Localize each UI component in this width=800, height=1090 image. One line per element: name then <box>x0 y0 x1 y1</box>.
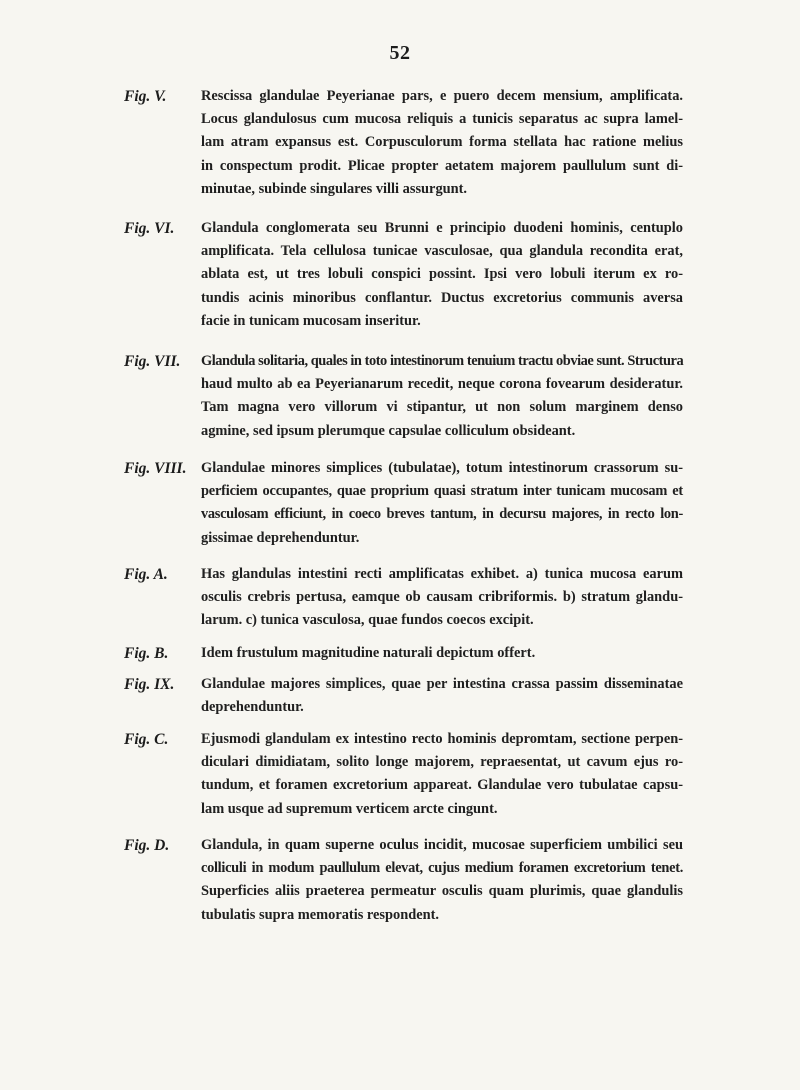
text-line: ablata est, ut tres lobuli conspici possint. Ipsi vero lobuli iterum ex ro- <box>201 266 683 283</box>
text-line: lam atram expansus est. Corpusculorum forma stellata hac ratione melius <box>201 134 683 151</box>
figure-description <box>201 457 683 550</box>
figure-label: Fig. IX. <box>124 676 175 693</box>
figure-label: Fig. VIII. <box>124 460 187 477</box>
text-line: colliculi in modum paullulum elevat, cujus medium foramen excretorium tenet. <box>201 860 683 877</box>
text-line: in conspectum prodit. Plicae propter aetatem majorem paullulum sunt di- <box>201 157 683 174</box>
text-line: tubulatis supra memoratis respondent. <box>201 906 440 923</box>
text-line: Rescissa glandulae Peyerianae pars, e puero decem mensium, amplificata. <box>201 88 683 104</box>
text-line: lam usque ad supremum verticem arcte cingunt. <box>201 800 498 817</box>
text-line: Locus glandulosus cum mucosa reliquis a tunicis separatus ac supra lamel- <box>201 111 683 128</box>
text-line: Idem frustulum magnitudine naturali depictum offert. <box>201 645 536 661</box>
text-line: Ejusmodi glandulam ex intestino recto hominis depromtam, sectione perpen- <box>201 731 683 747</box>
figure-description <box>201 217 683 333</box>
text-line: haud multo ab ea Peyerianarum recedit, neque corona fovearum desideratur. <box>201 376 683 393</box>
page-number: 52 <box>389 42 411 64</box>
figure-label: Fig. A. <box>124 566 168 583</box>
text-line: Has glandulas intestini recti amplificatas exhibet. a) tunica mucosa earum <box>201 566 683 582</box>
text-line: Glandulae minores simplices (tubulatae), totum intestinorum crassorum su- <box>201 460 683 476</box>
figure-description <box>201 834 683 927</box>
text-line: Glandula solitaria, quales in toto intestinorum tenuium tractu obviae sunt. Structura <box>201 353 684 369</box>
text-line: osculis crebris pertusa, eamque ob causam cribriformis. b) stratum glandu- <box>201 589 683 606</box>
text-line: Superficies aliis praeterea permeatur osculis quam plurimis, quae glandulis <box>201 883 683 900</box>
text-line: minutae, subinde singulares villi assurgunt. <box>201 180 468 197</box>
figure-label: Fig. VII. <box>124 353 181 370</box>
figure-description <box>201 85 683 201</box>
figure-label: Fig. VI. <box>124 220 175 237</box>
text-line: larum. c) tunica vasculosa, quae fundos coecos excipit. <box>201 612 534 629</box>
text-line: vasculosam efficiunt, in coeco breves tantum, in decursu majores, in recto lon- <box>201 506 683 523</box>
figure-label: Fig. C. <box>124 731 169 748</box>
text-line: diculari dimidiatam, solito longe majorem, repraesentat, ut cavum ejus ro- <box>201 754 683 771</box>
text-line: amplificata. Tela cellulosa tunicae vasculosae, qua glandula recondita erat, <box>201 243 683 260</box>
text-line: tundis acinis minoribus conflantur. Ductus excretorius communis aversa <box>201 289 683 306</box>
text-line: Tam magna vero villorum vi stipantur, ut non solum marginem denso <box>201 399 683 416</box>
figure-description <box>201 673 683 719</box>
figure-description <box>201 350 683 443</box>
text-line: facie in tunicam mucosam inseritur. <box>201 312 421 329</box>
text-line: perficiem occupantes, quae proprium quasi stratum inter tunicam mucosam et <box>201 483 683 500</box>
figure-description <box>201 642 683 665</box>
figure-description <box>201 728 683 821</box>
text-line: deprehenduntur. <box>201 699 304 716</box>
text-line: tundum, et foramen excretorium appareat. Glandulae vero tubulatae capsu- <box>201 777 683 794</box>
text-line: Glandula, in quam superne oculus incidit, mucosae superficiem umbilici seu <box>201 837 683 853</box>
text-line: agmine, sed ipsum plerumque capsulae colliculum obsideant. <box>201 422 576 439</box>
figure-label: Fig. V. <box>124 88 167 105</box>
figure-description <box>201 563 683 633</box>
text-line: Glandulae majores simplices, quae per intestina crassa passim disseminatae <box>201 676 683 692</box>
text-line: Glandula conglomerata seu Brunni e principio duodeni hominis, centuplo <box>201 220 683 236</box>
figure-label: Fig. B. <box>124 645 169 662</box>
text-line: gissimae deprehenduntur. <box>201 529 360 546</box>
figure-label: Fig. D. <box>124 837 170 854</box>
